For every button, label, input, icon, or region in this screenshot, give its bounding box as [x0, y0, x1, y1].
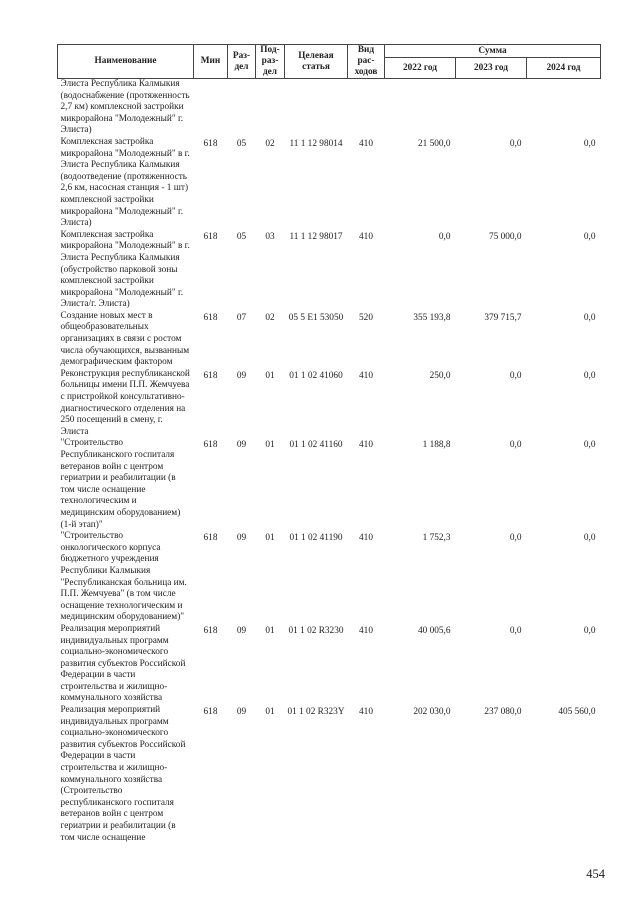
cell-razdel: 09	[236, 625, 247, 636]
col-header-podrazdel: Под- раз- дел	[256, 45, 285, 79]
col-header-min: Мин	[194, 45, 228, 79]
cell-name: Комплексная застройка микрорайона "Молодежный" в г. Элиста Республика Калмыкия (обустройство парковой зоны комплексной застройки микрорайона "Молодежный" г. Элиста/г. Элиста)	[60, 229, 190, 310]
cell-vid	[348, 79, 385, 137]
cell-2024: 0,0	[583, 440, 596, 451]
table-header	[58, 45, 601, 79]
page-number: 454	[586, 867, 605, 881]
cell-2022: 0,0	[438, 231, 451, 242]
cell-vid: 410	[359, 440, 373, 451]
table-row	[58, 531, 601, 624]
cell-2023: 75 000,0	[488, 231, 522, 242]
cell-2022: 40 005,6	[417, 625, 451, 636]
table-row	[58, 311, 601, 369]
cell-min: 618	[203, 440, 218, 451]
cell-min: 618	[203, 707, 218, 718]
cell-celevaya: 05 5 E1 53050	[288, 312, 344, 323]
cell-2024: 0,0	[583, 370, 596, 381]
cell-celevaya: 11 1 12 98017	[289, 231, 343, 242]
cell-vid: 410	[359, 138, 373, 149]
cell-razdel: 09	[236, 707, 247, 718]
col-header-celevaya: Целевая статья	[285, 45, 348, 79]
table-row	[58, 230, 601, 311]
cell-celevaya: 01 1 02 41190	[289, 533, 343, 544]
cell-podrazdel: 02	[265, 138, 275, 149]
table-row	[58, 369, 601, 439]
cell-2022: 1 752,3	[422, 533, 451, 544]
budget-table-page	[57, 44, 600, 844]
cell-2023: 379 715,7	[484, 312, 522, 323]
cell-name: Реализация мероприятий индивидуальных программ социально-экономического развития субъектов Российской Федерации в части строительства и жилищно-коммунального хозяйства	[60, 623, 186, 704]
cell-podrazdel: 01	[265, 533, 275, 544]
cell-name: Комплексная застройка микрорайона "Молодежный" в г. Элиста Республика Калмыкия (водоотведение (протяженность 2,6 км, насосная станция - 1 шт) комплексной застройки микрорайона "Молодежный" г. Элиста)	[60, 136, 190, 229]
cell-min: 618	[203, 625, 218, 636]
cell-min: 618	[203, 231, 218, 242]
cell-podrazdel: 03	[265, 231, 275, 242]
cell-vid: 410	[359, 625, 373, 636]
col-header-2023: 2023 год	[456, 58, 527, 79]
cell-min: 618	[203, 312, 218, 323]
col-header-2024: 2024 год	[527, 58, 601, 79]
col-header-summa: Сумма	[385, 45, 601, 58]
cell-2023: 0,0	[509, 625, 522, 636]
cell-2023	[456, 79, 527, 137]
col-header-razdel: Раз- дел	[228, 45, 256, 79]
cell-2023: 0,0	[509, 138, 522, 149]
cell-min: 618	[203, 370, 218, 381]
cell-podrazdel: 01	[265, 707, 275, 718]
cell-2023: 0,0	[509, 440, 522, 451]
cell-name: "Строительство Республиканского госпиталя ветеранов войн с центром гериатрии и реабилитации (в том числе оснащение технологическим и медицинским оборудованием) (1-й этап)"	[60, 438, 181, 530]
cell-celevaya: 01 1 02 R323Y	[287, 707, 345, 718]
cell-2022: 250,0	[429, 370, 451, 381]
cell-celevaya	[285, 79, 348, 137]
cell-min	[194, 79, 228, 137]
cell-2023: 0,0	[509, 370, 522, 381]
cell-celevaya: 01 1 02 41160	[289, 440, 343, 451]
cell-2023: 0,0	[509, 533, 522, 544]
cell-2022: 1 188,8	[422, 440, 451, 451]
cell-2024: 0,0	[583, 312, 596, 323]
cell-razdel: 09	[236, 533, 247, 544]
budget-table	[57, 44, 601, 844]
col-header-2022: 2022 год	[385, 58, 456, 79]
cell-celevaya: 01 1 02 41060	[289, 370, 343, 381]
table-row	[58, 79, 601, 137]
cell-name: Элиста Республика Калмыкия (водоснабжение (протяженность 2,7 км) комплексной застройки микрорайона "Молодежный" г. Элиста)	[60, 79, 190, 136]
cell-min: 618	[203, 138, 218, 149]
cell-min: 618	[203, 533, 218, 544]
cell-name: Создание новых мест в общеобразовательных организациях в связи с ростом числа обучающихся, вызванным демографическим фактором	[60, 310, 190, 368]
cell-name: Реконструкция республиканской больницы имени П.П. Жемчуева с пристройкой консультативно-диагностического отделения на 250 посещений в смену, г. Элиста	[60, 368, 190, 437]
cell-razdel: 07	[236, 312, 247, 323]
cell-2022: 355 193,8	[413, 312, 451, 323]
col-header-vid: Вид рас- ходов	[348, 45, 385, 79]
table-row	[58, 137, 601, 230]
cell-razdel: 05	[236, 231, 247, 242]
cell-celevaya: 11 1 12 98014	[289, 138, 343, 149]
cell-2022: 21 500,0	[417, 138, 451, 149]
cell-vid: 410	[359, 533, 373, 544]
cell-2024: 0,0	[583, 625, 596, 636]
cell-2024: 0,0	[583, 533, 596, 544]
cell-2024: 0,0	[583, 138, 596, 149]
cell-vid: 410	[359, 707, 373, 718]
cell-name: Реализация мероприятий индивидуальных программ социально-экономического развития субъектов Российской Федерации в части строительства и жилищно-коммунального хозяйства (Строительство республиканского госпиталя ветеранов войн с центром гериатрии и реабилитации (в том числе оснащение	[60, 705, 186, 843]
cell-podrazdel: 01	[265, 625, 275, 636]
cell-2024	[527, 79, 601, 137]
cell-podrazdel: 02	[265, 312, 275, 323]
cell-celevaya: 01 1 02 R3230	[288, 625, 344, 636]
table-body	[58, 79, 601, 845]
cell-razdel: 05	[236, 138, 247, 149]
cell-podrazdel: 01	[265, 370, 275, 381]
cell-razdel	[228, 79, 256, 137]
cell-2022: 202 030,0	[413, 707, 451, 718]
cell-vid: 410	[359, 370, 373, 381]
cell-2024: 405 560,0	[558, 707, 596, 718]
cell-podrazdel	[256, 79, 285, 137]
cell-vid: 520	[359, 312, 373, 323]
cell-razdel: 09	[236, 370, 247, 381]
table-row	[58, 624, 601, 705]
cell-podrazdel: 01	[265, 440, 275, 451]
table-row	[58, 438, 601, 531]
table-row	[58, 705, 601, 844]
cell-razdel: 09	[236, 440, 247, 451]
cell-name: "Строительство онкологического корпуса бюджетного учреждения Республики Калмыкия "Республиканская больница им. П.П. Жемчуева" (в том числе оснащение технологическим и медицинским оборудованием)"	[60, 531, 187, 623]
cell-2022	[385, 79, 456, 137]
cell-vid: 410	[359, 231, 373, 242]
cell-2023: 237 080,0	[484, 707, 522, 718]
col-header-name: Наименование	[58, 45, 194, 79]
cell-2024: 0,0	[583, 231, 596, 242]
